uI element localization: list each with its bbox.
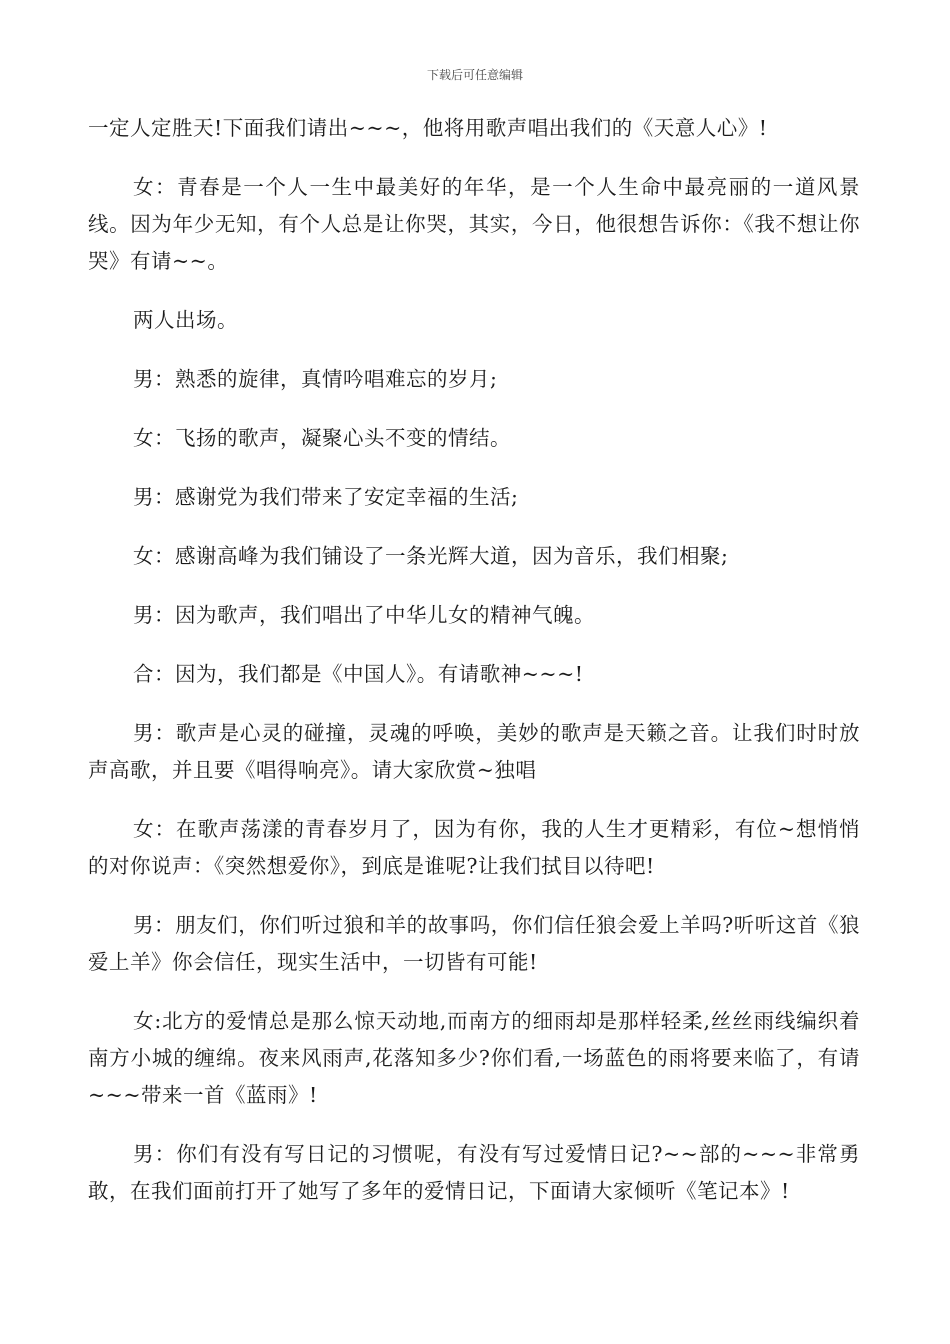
paragraph: 男：你们有没有写日记的习惯呢，有没有写过爱情日记?~~部的~~~非常勇敢，在我们面前打开了她写了多年的爱情日记，下面请大家倾听《笔记本》! xyxy=(88,1142,860,1203)
paragraph: 男：因为歌声，我们唱出了中华儿女的精神气魄。 xyxy=(133,603,595,627)
paragraph: 女:北方的爱情总是那么惊天动地,而南方的细雨却是那样轻柔,丝丝雨线编织着南方小城的缠绵。夜来风雨声,花落知多少?你们看,一场蓝色的雨将要来临了，有请~~~带来一首《蓝雨》! xyxy=(88,1009,860,1107)
paragraph: 女：在歌声荡漾的青春岁月了，因为有你，我的人生才更精彩，有位~想悄悄的对你说声：《突然想爱你》，到底是谁呢?让我们拭目以待吧! xyxy=(88,817,860,878)
document-body xyxy=(88,110,860,1232)
paragraph: 男：熟悉的旋律，真情吟唱难忘的岁月; xyxy=(133,367,498,391)
paragraph: 女：青春是一个人一生中最美好的年华，是一个人生命中最亮丽的一道风景线。因为年少无知，有个人总是让你哭，其实，今日，他很想告诉你：《我不想让你哭》有请~~。 xyxy=(88,175,860,273)
paragraph: 女：飞扬的歌声，凝聚心头不变的情结。 xyxy=(133,426,511,450)
page-header: 下载后可任意编辑 xyxy=(426,68,523,82)
paragraph: 女：感谢高峰为我们铺设了一条光辉大道，因为音乐，我们相聚; xyxy=(133,544,729,568)
paragraph: 男：歌声是心灵的碰撞，灵魂的呼唤，美妙的歌声是天籁之音。让我们时时放声高歌，并且要《唱得响亮》。请大家欣赏~独唱 xyxy=(88,721,860,782)
paragraph: 一定人定胜天!下面我们请出~~~，他将用歌声唱出我们的《天意人心》! xyxy=(88,116,768,140)
paragraph: 男：感谢党为我们带来了安定幸福的生活; xyxy=(133,485,519,509)
paragraph: 男：朋友们，你们听过狼和羊的故事吗，你们信任狼会爱上羊吗?听听这首《狼爱上羊》你会信任，现实生活中，一切皆有可能! xyxy=(88,913,860,974)
paragraph: 合：因为，我们都是《中国人》。有请歌神~~~! xyxy=(133,662,584,686)
paragraph: 两人出场。 xyxy=(133,308,238,332)
